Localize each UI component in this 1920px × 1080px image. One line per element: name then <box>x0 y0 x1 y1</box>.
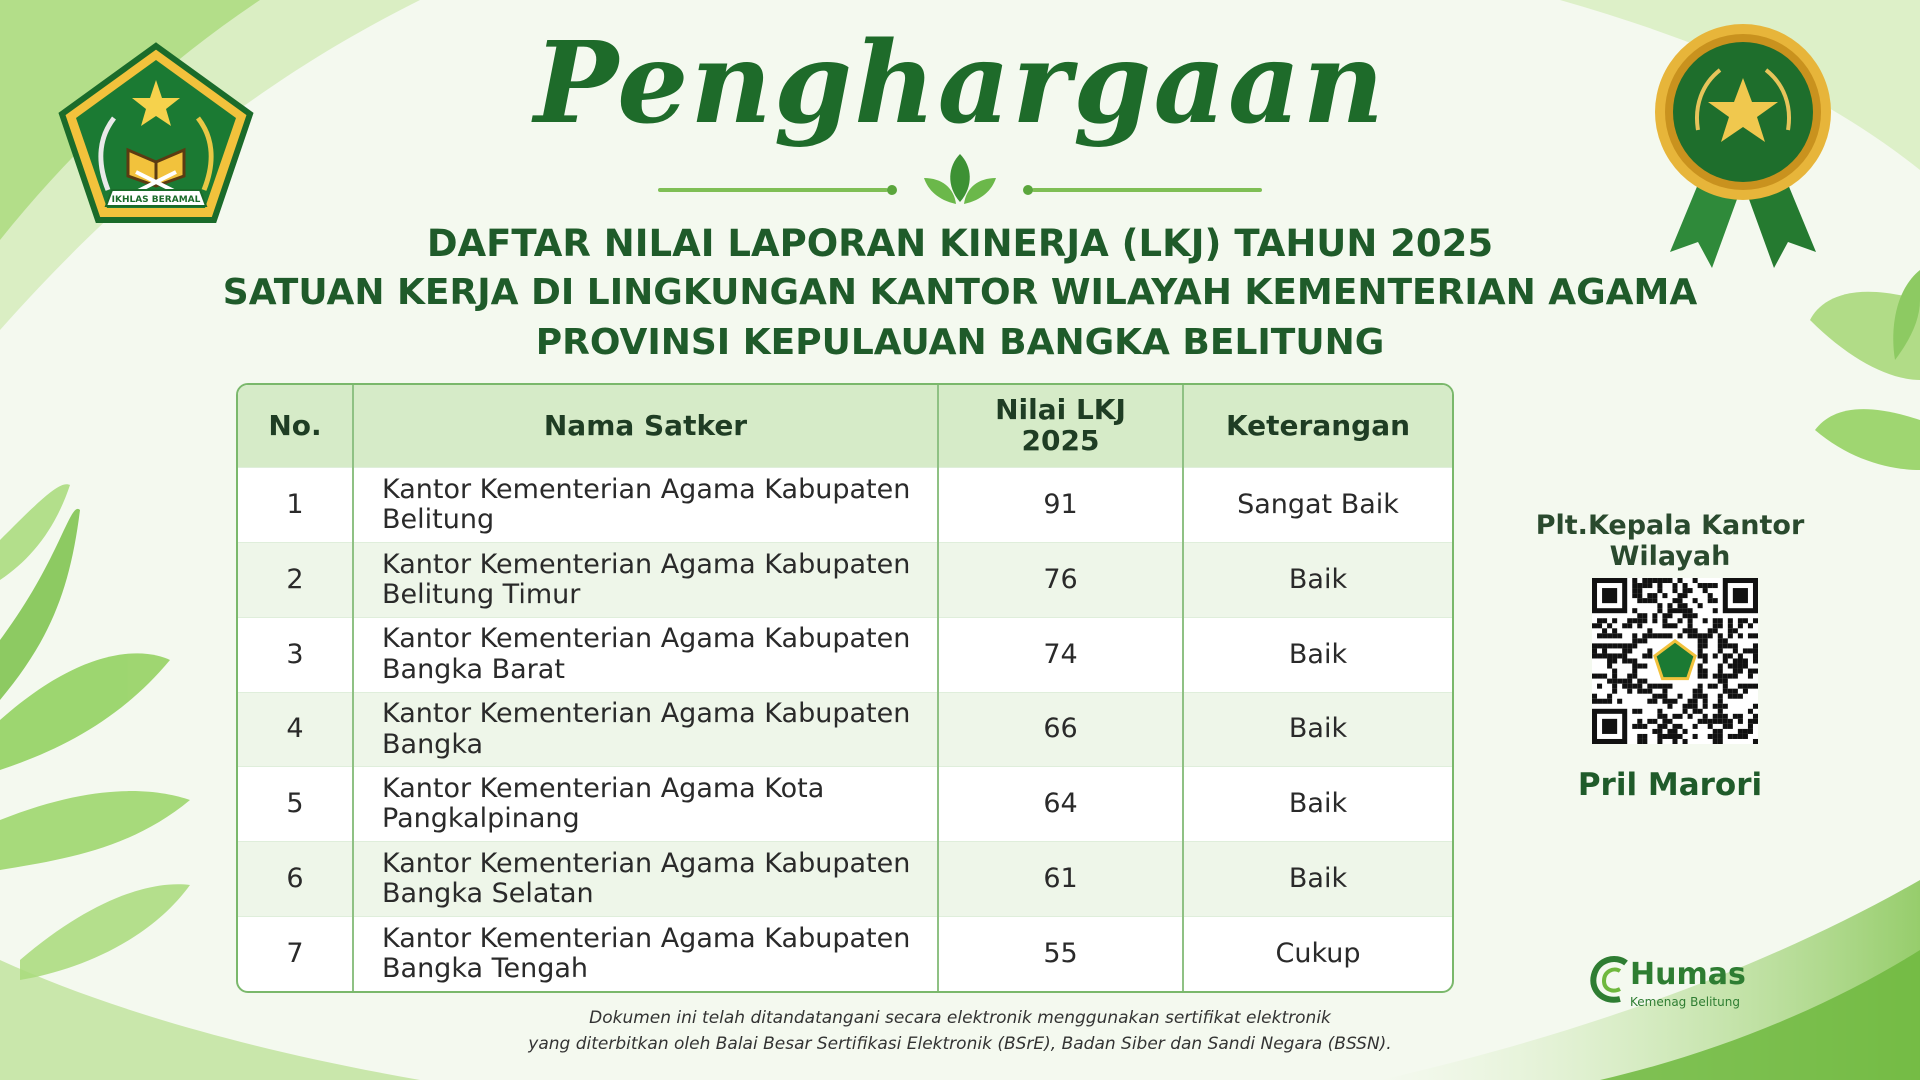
table-header-row <box>238 385 1452 468</box>
col-header-score <box>938 385 1183 468</box>
table-row <box>238 917 1452 991</box>
left-leaves <box>0 484 190 980</box>
col-header-name: Nama Satker <box>353 385 938 468</box>
logo-banner-text: IKHLAS BERAMAL <box>111 195 201 205</box>
table-row <box>238 542 1452 617</box>
row-no: 7 <box>238 917 353 991</box>
subtitle-line-3: PROVINSI KEPULAUAN BANGKA BELITUNG <box>535 322 1385 363</box>
row-no: 4 <box>238 692 353 767</box>
table-row <box>238 767 1452 842</box>
row-name: Kantor Kementerian Agama Kabupaten Bangka <box>353 692 938 767</box>
row-name: Kantor Kementerian Agama Kabupaten Bangka Selatan <box>353 842 938 917</box>
subtitle-line-1: DAFTAR NILAI LAPORAN KINERJA (LKJ) TAHUN 2025 <box>426 222 1494 265</box>
row-score: 66 <box>938 692 1183 767</box>
row-note: Baik <box>1183 692 1452 767</box>
row-no: 6 <box>238 842 353 917</box>
row-score: 55 <box>938 917 1183 991</box>
table-row <box>238 468 1452 543</box>
col-header-note: Keterangan <box>1183 385 1452 468</box>
leaf-divider-icon <box>656 150 1264 210</box>
signer-name: Pril Marori <box>1577 767 1763 803</box>
lkj-table <box>236 383 1454 993</box>
row-name: Kantor Kementerian Agama Kabupaten Bangka Tengah <box>353 917 938 991</box>
row-name: Kantor Kementerian Agama Kota Pangkalpinang <box>353 767 938 842</box>
qr-code-icon[interactable] <box>1592 578 1758 744</box>
row-no: 5 <box>238 767 353 842</box>
signer-title: Plt.Kepala Kantor Wilayah <box>1535 510 1805 572</box>
row-no: 2 <box>238 542 353 617</box>
row-note: Baik <box>1183 542 1452 617</box>
row-name: Kantor Kementerian Agama Kabupaten Belitung <box>353 468 938 543</box>
row-note: Baik <box>1183 842 1452 917</box>
col-header-score-text: Nilai LKJ 2025 <box>995 393 1126 457</box>
row-name: Kantor Kementerian Agama Kabupaten Bangka Barat <box>353 617 938 692</box>
footer-line-2: yang diterbitkan oleh Balai Besar Sertifikasi Elektronik (BSrE), Badan Siber dan Sandi Negara (BSSN). <box>528 1034 1392 1054</box>
row-note: Baik <box>1183 617 1452 692</box>
row-no: 1 <box>238 468 353 543</box>
humas-logo-icon <box>1590 955 1634 1005</box>
row-note: Sangat Baik <box>1183 468 1452 543</box>
table-row <box>238 617 1452 692</box>
row-score: 64 <box>938 767 1183 842</box>
footer-line-1: Dokumen ini telah ditandatangani secara elektronik menggunakan sertifikat elektronik <box>589 1008 1331 1028</box>
col-header-no: No. <box>238 385 353 468</box>
subtitle-line-2: SATUAN KERJA DI LINGKUNGAN KANTOR WILAYAH KEMENTERIAN AGAMA <box>222 272 1698 313</box>
row-name: Kantor Kementerian Agama Kabupaten Belitung Timur <box>353 542 938 617</box>
row-note: Baik <box>1183 767 1452 842</box>
table-row <box>238 692 1452 767</box>
row-score: 76 <box>938 542 1183 617</box>
row-score: 74 <box>938 617 1183 692</box>
humas-logo <box>1590 955 1760 1015</box>
row-score: 91 <box>938 468 1183 543</box>
humas-sub: Kemenag Belitung <box>1630 995 1740 1009</box>
table-row <box>238 842 1452 917</box>
row-note: Cukup <box>1183 917 1452 991</box>
row-score: 61 <box>938 842 1183 917</box>
row-no: 3 <box>238 617 353 692</box>
humas-word: Humas <box>1630 957 1746 992</box>
page-title: Penghargaan <box>533 18 1387 149</box>
